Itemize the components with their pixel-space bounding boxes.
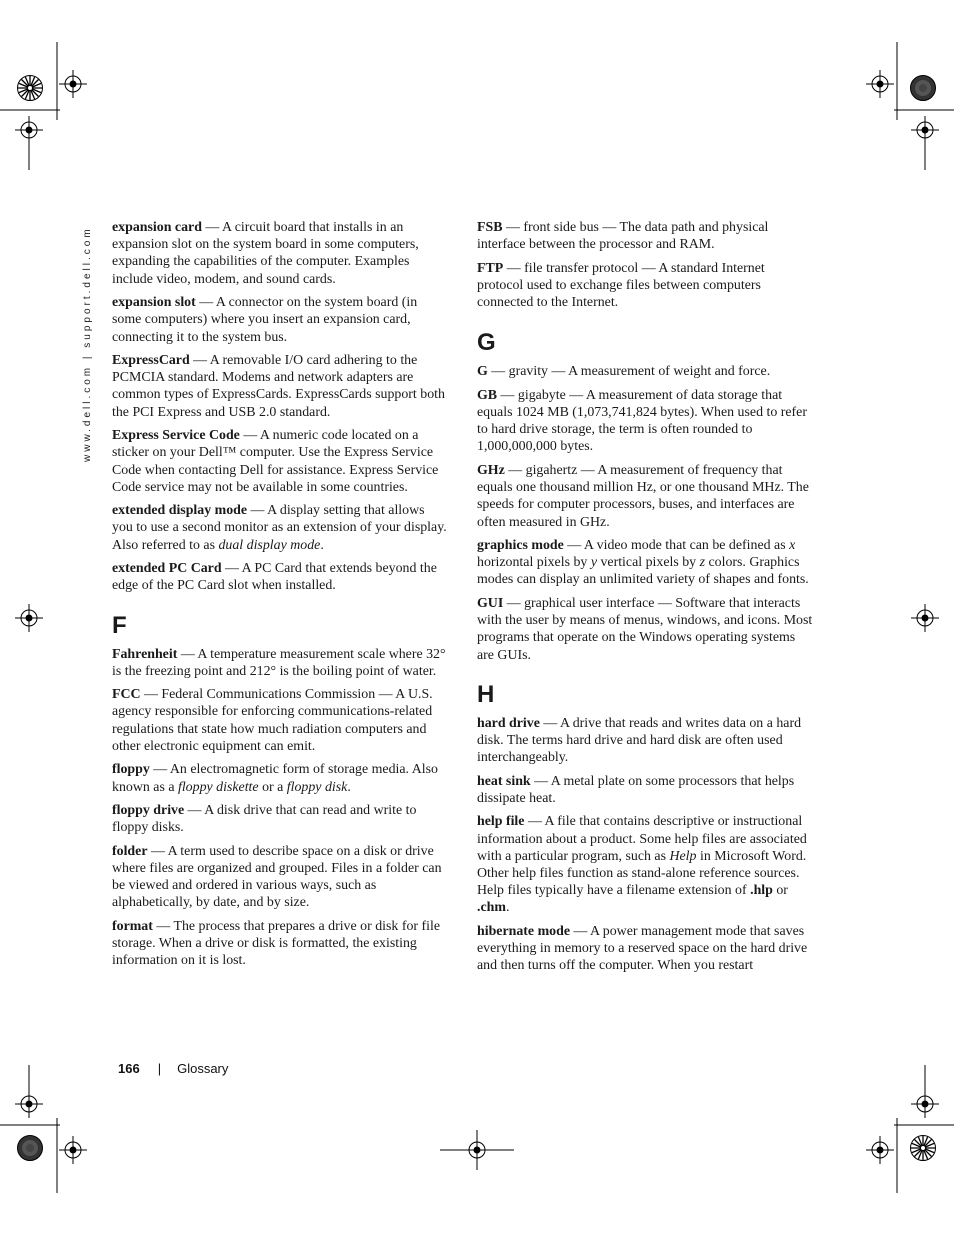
entry-heat-sink (477, 773, 813, 807)
term: GUI (477, 595, 504, 611)
entry-folder (112, 843, 448, 912)
definition: — A PC Card that extends beyond the edge of the PC Card slot when installed. (112, 561, 437, 594)
definition: — A circuit board that installs in an expansion slot on the system board in some computers, expanding the capabilities of the computer. Examples include video, modem, and sound cards. (112, 220, 419, 287)
definition-emphasis: Help (669, 848, 697, 864)
footer-separator: | (157, 1061, 162, 1076)
section-heading-g: G (477, 329, 496, 357)
entry-graphics-mode (477, 537, 813, 589)
definition-part: or (772, 883, 788, 899)
footer-section: Glossary (177, 1061, 229, 1076)
definition: — gigahertz — A measurement of frequency that equals one thousand million Hz, or one thousand MHz. The speeds for computer processors, buses, and interfaces are often measured in GHz. (477, 462, 809, 530)
term: FSB (477, 220, 503, 235)
term: expansion card (112, 220, 202, 235)
entry-expansion-slot (112, 294, 448, 346)
term: GB (477, 387, 498, 403)
term: Express Service Code (112, 428, 240, 444)
term: extended PC Card (112, 561, 222, 577)
entry-fsb (477, 219, 813, 253)
definition-part: in Microsoft Word. Other help files function as stand-alone reference sources. Help files typically have a filename extension of (477, 848, 807, 899)
entry-gui (477, 595, 813, 664)
definition-part: vertical pixels by (596, 555, 700, 571)
definition: — graphical user interface — Software that interacts with the user by means of menus, windows, and icons. Most programs that operate on the Windows operating systems are GUIs. (477, 595, 813, 663)
entry-help-file (477, 813, 813, 916)
side-url-text: www.dell.com | support.dell.com (82, 226, 93, 462)
definition: — A temperature measurement scale where 32° is the freezing point and 212° is the boiling point of water. (112, 646, 446, 679)
entry-expansion-card (112, 219, 448, 288)
definition-tail: . (347, 779, 351, 795)
definition: — A disk drive that can read and write to floppy disks. (112, 803, 417, 836)
entry-fahrenheit (112, 646, 448, 680)
page-number: 166 (118, 1061, 140, 1076)
term: expansion slot (112, 295, 196, 311)
extension-chm: .chm (477, 900, 506, 916)
definition-part: colors. Graphics modes can display an unlimited variety of shapes and fonts. (477, 555, 809, 588)
term: help file (477, 814, 525, 830)
definition-emphasis: dual display mode (218, 537, 321, 553)
definition: — A display setting that allows you to use a second monitor as an extension of your display. Also referred to as (112, 503, 447, 553)
definition: — A numeric code located on a sticker on your Dell™ computer. Use the Express Service Code when contacting Dell for assistance. Express Service Code service may not be available in some countries. (112, 428, 439, 495)
entry-gb (477, 387, 813, 456)
definition: — The process that prepares a drive or disk for file storage. When a drive or disk is formatted, the existing information on it is lost. (112, 918, 440, 969)
extension-hlp: .hlp (750, 883, 773, 899)
definition-middle: or a (258, 779, 287, 795)
variable-x: x (789, 538, 796, 554)
definition: — Federal Communications Commission — A U.S. agency responsible for enforcing communications-related regulations that state how much radiation computers and other electronic equipment can emit. (112, 687, 433, 754)
definition: — file transfer protocol — A standard Internet protocol used to exchange files between computers connected to the Internet. (477, 260, 765, 311)
entry-extended-display-mode (112, 502, 448, 554)
entry-expresscard (112, 352, 448, 421)
variable-y: y (590, 555, 597, 571)
term: hibernate mode (477, 923, 570, 939)
term: floppy drive (112, 803, 185, 819)
entry-fcc (112, 686, 448, 755)
definition: — A metal plate on some processors that helps dissipate heat. (477, 773, 795, 806)
definition: — front side bus — The data path and physical interface between the processor and RAM. (477, 220, 769, 253)
entry-format (112, 918, 448, 970)
section-heading-f: F (112, 611, 127, 639)
page-footer (118, 1061, 228, 1076)
definition: — A connector on the system board (in some computers) where you insert an expansion card, connecting it to the system bus. (112, 295, 418, 345)
term: format (112, 918, 153, 934)
term: G (477, 364, 488, 380)
entry-floppy-drive (112, 802, 448, 836)
glossary-left-column (112, 219, 448, 976)
entry-hibernate-mode (477, 923, 813, 975)
definition: — A term used to describe space on a disk or drive where files are organized and grouped. Files in a folder can be viewed and ordered in various ways, such as alphabetically, by date, and by size. (112, 843, 442, 911)
definition-tail: . (320, 537, 324, 553)
entry-ftp (477, 260, 813, 312)
entry-floppy (112, 761, 448, 795)
definition: — gravity — A measurement of weight and force. (487, 364, 771, 380)
term: hard drive (477, 715, 540, 731)
entry-ghz (477, 462, 813, 531)
term: GHz (477, 462, 505, 478)
term: folder (112, 843, 148, 859)
definition: — A removable I/O card adhering to the PCMCIA standard. Modems and network adapters are common types of ExpressCards. ExpressCards support both the PCI Express and USB 2.0 standard. (112, 353, 445, 420)
entry-express-service-code (112, 427, 448, 496)
term: extended display mode (112, 503, 248, 519)
glossary-right-column (477, 219, 813, 981)
definition: — An electromagnetic form of storage media. Also known as a (112, 762, 438, 795)
definition-part: horizontal pixels by (477, 555, 591, 571)
definition-part: . (505, 900, 510, 916)
entry-extended-pc-card (112, 560, 448, 594)
definition: — A video mode that can be defined as (563, 538, 790, 554)
term: Fahrenheit (112, 646, 178, 662)
term: FCC (112, 687, 141, 703)
variable-z: z (699, 555, 705, 571)
section-heading-h: H (477, 680, 495, 708)
term: heat sink (477, 773, 531, 789)
definition: — A drive that reads and writes data on a hard disk. The terms hard drive and hard disk are often used interchangeably. (477, 715, 802, 766)
term: FTP (477, 260, 504, 276)
entry-hard-drive (477, 715, 813, 767)
definition-emphasis: floppy diskette (177, 779, 259, 795)
term: floppy (112, 762, 150, 778)
definition: — A file that contains descriptive or instructional information about a product. Some help files are associated with a particular program, such as (477, 814, 807, 864)
definition: — gigabyte — A measurement of data storage that equals 1024 MB (1,073,741,824 bytes). When used to refer to hard drive storage, the term is often rounded to 1,000,000,000 bytes. (477, 387, 807, 455)
definition-emphasis: floppy disk (286, 779, 348, 795)
entry-g (477, 363, 813, 380)
term: graphics mode (477, 538, 564, 554)
term: ExpressCard (112, 353, 190, 369)
definition: — A power management mode that saves everything in memory to a reserved space on the hard drive and then turns off the computer. When you restart (477, 923, 808, 974)
